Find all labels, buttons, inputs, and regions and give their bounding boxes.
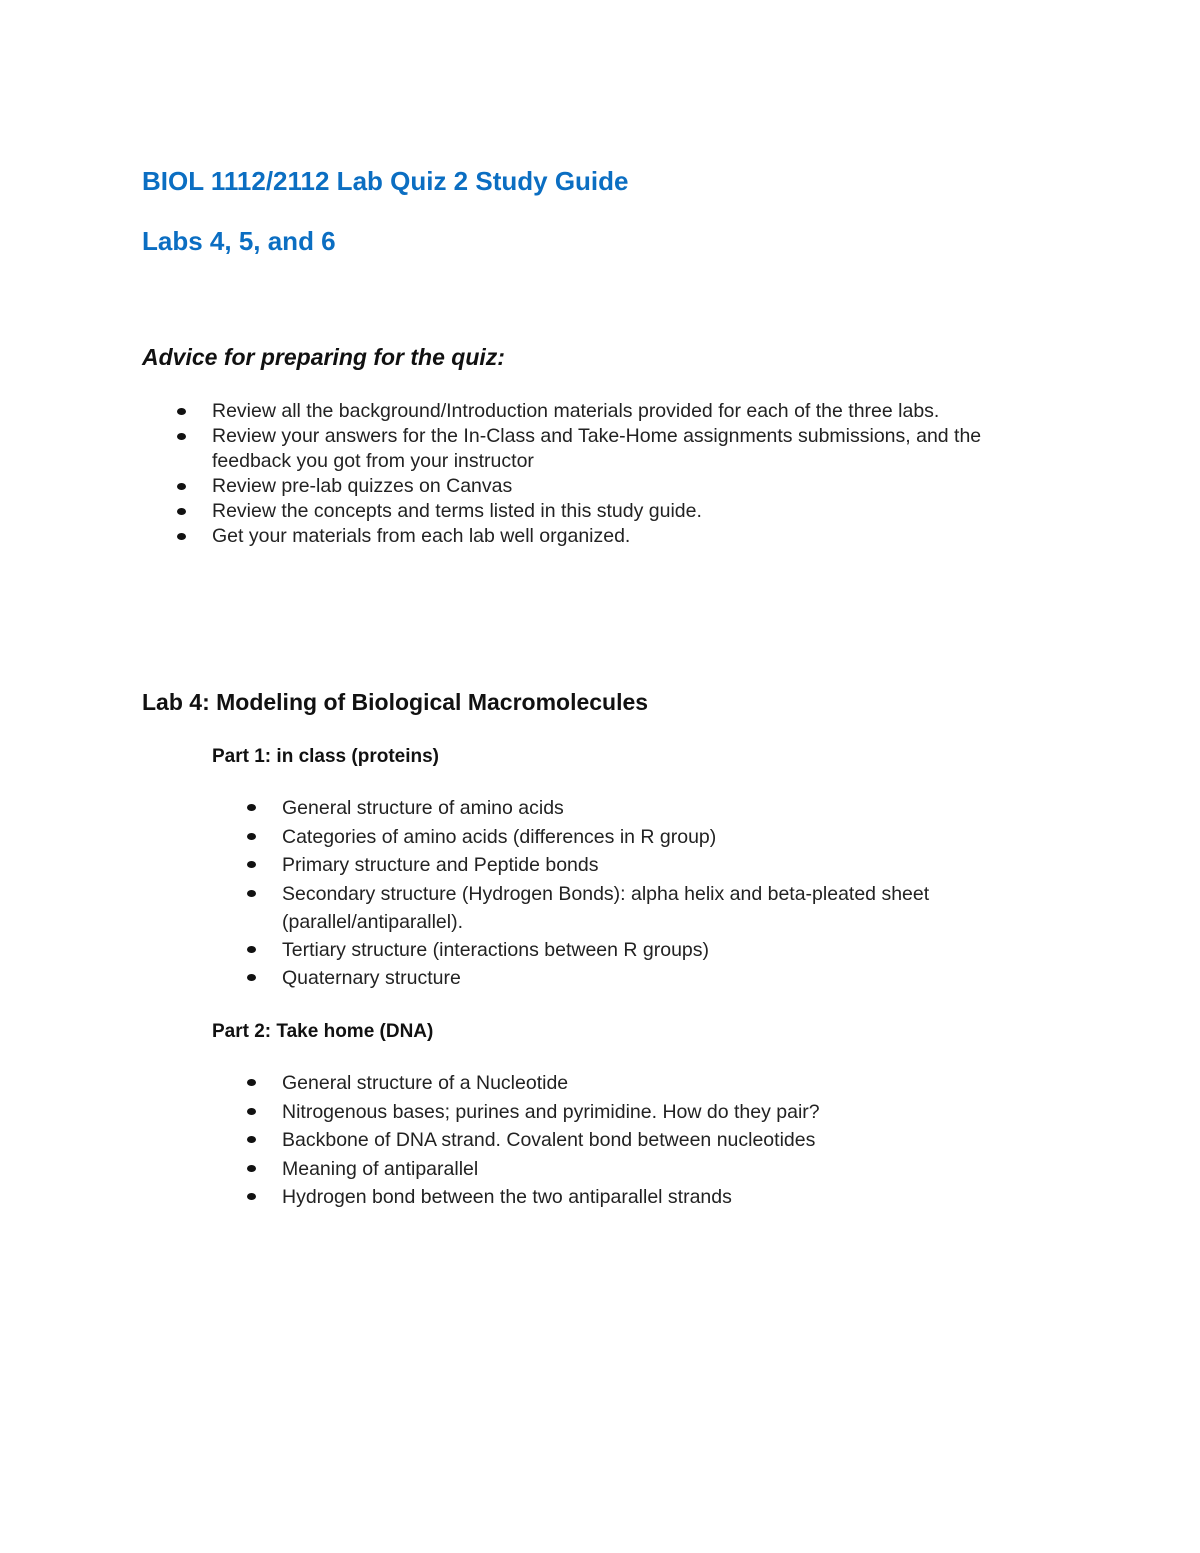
list-item-text: Primary structure and Peptide bonds	[282, 854, 599, 876]
bullet-icon	[247, 833, 256, 840]
list-item-text: General structure of amino acids	[282, 797, 564, 819]
list-item	[142, 399, 1042, 424]
bullet-icon	[247, 1165, 256, 1172]
bullet-icon	[247, 1136, 256, 1143]
list-item-text: Review the concepts and terms listed in this study guide.	[212, 500, 702, 522]
list-item	[212, 1183, 1032, 1212]
list-item-text: Quaternary structure	[282, 967, 461, 989]
list-item-text: Get your materials from each lab well organized.	[212, 525, 631, 547]
list-item	[212, 880, 1032, 936]
part1-list	[212, 794, 1032, 993]
lab4-heading: Lab 4: Modeling of Biological Macromolecules	[142, 689, 649, 715]
bullet-icon	[247, 1108, 256, 1115]
bullet-icon	[247, 974, 256, 981]
list-item	[142, 524, 1042, 549]
part1-heading: Part 1: in class (proteins)	[212, 746, 440, 767]
bullet-icon	[177, 433, 186, 440]
bullet-icon	[247, 946, 256, 953]
bullet-icon	[177, 483, 186, 490]
bullet-icon	[247, 804, 256, 811]
list-item-text: Review your answers for the In-Class and Take-Home assignments submissions, and the feedback you got from your instructor	[212, 425, 982, 472]
bullet-icon	[247, 861, 256, 868]
bullet-icon	[177, 533, 186, 540]
document-title: BIOL 1112/2112 Lab Quiz 2 Study Guide	[142, 166, 629, 196]
list-item	[212, 1126, 1032, 1155]
list-item-text: Review pre-lab quizzes on Canvas	[212, 475, 513, 497]
part2-list	[212, 1069, 1032, 1212]
list-item	[212, 823, 1032, 852]
list-item	[212, 851, 1032, 880]
bullet-icon	[247, 890, 256, 897]
bullet-icon	[177, 508, 186, 515]
list-item-text: Review all the background/Introduction materials provided for each of the three labs.	[212, 400, 940, 422]
list-item	[212, 794, 1032, 823]
bullet-icon	[177, 408, 186, 415]
list-item	[212, 936, 1032, 965]
list-item-text: Tertiary structure (interactions between R groups)	[282, 938, 710, 961]
list-item-text: Hydrogen bond between the two antiparallel strands	[282, 1186, 732, 1208]
list-item-text: Backbone of DNA strand. Covalent bond between nucleotides	[282, 1129, 816, 1151]
list-item	[142, 499, 1042, 524]
list-item	[212, 1098, 1032, 1127]
list-item-text: Secondary structure (Hydrogen Bonds): alpha helix and beta-pleated sheet (parallel/antiparallel).	[282, 882, 930, 933]
list-item	[142, 474, 1042, 499]
list-item	[212, 964, 1032, 993]
bullet-icon	[247, 1193, 256, 1200]
part2-heading: Part 2: Take home (DNA)	[212, 1021, 434, 1042]
advice-heading: Advice for preparing for the quiz:	[142, 344, 505, 370]
list-item-text: Meaning of antiparallel	[282, 1157, 479, 1180]
advice-list	[142, 399, 1042, 549]
document-subtitle: Labs 4, 5, and 6	[142, 226, 336, 256]
list-item-text: General structure of a Nucleotide	[282, 1072, 569, 1094]
list-item	[212, 1155, 1032, 1184]
list-item-text: Nitrogenous bases; purines and pyrimidine. How do they pair?	[282, 1100, 820, 1123]
list-item	[212, 1069, 1032, 1098]
list-item	[142, 424, 1042, 474]
list-item-text: Categories of amino acids (differences in R group)	[282, 825, 717, 848]
bullet-icon	[247, 1079, 256, 1086]
